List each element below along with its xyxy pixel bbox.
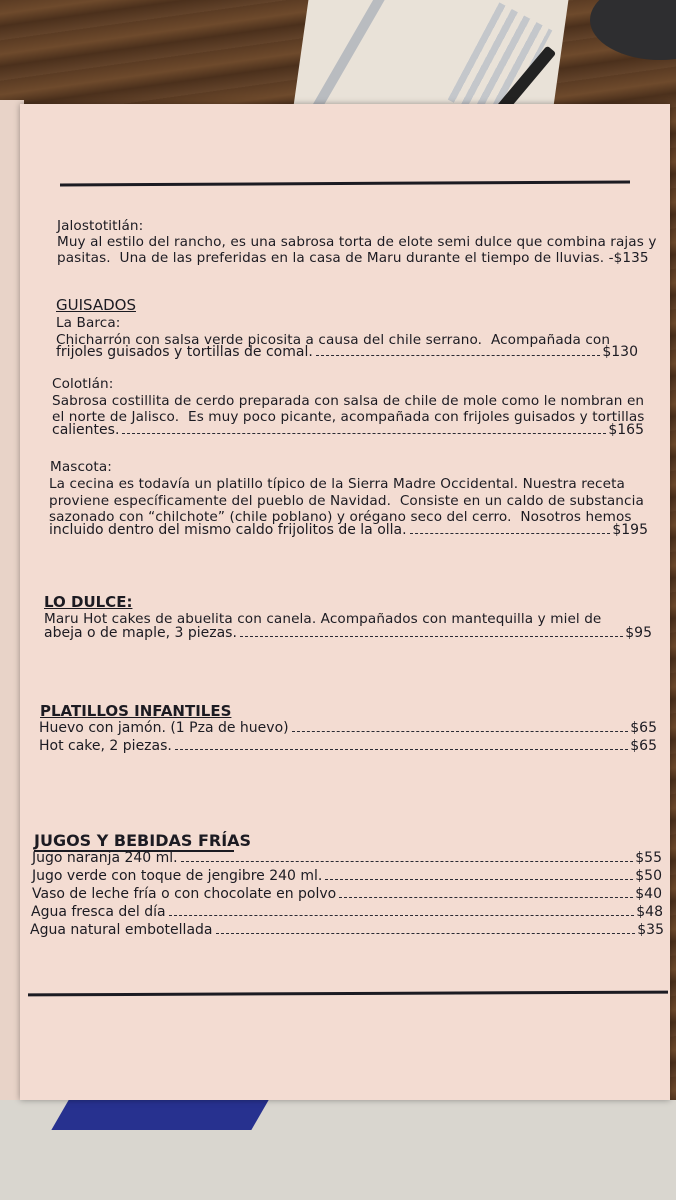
item-price: $50 <box>635 868 662 884</box>
top-divider <box>60 181 630 187</box>
dot-leader <box>181 860 634 862</box>
la-barca-line1: Chicharrón con salsa verde picosita a causa del chile serrano. Acompañada con <box>56 332 611 348</box>
jalostotitlan-line1: Muy al estilo del rancho, es una sabrosa torta de elote semi dulce que combina rajas y <box>57 234 657 250</box>
item-name: Vaso de leche fría o con chocolate en polvo <box>32 886 337 902</box>
mascota-price-line <box>49 522 648 538</box>
dot-leader <box>292 730 629 732</box>
item-price: $65 <box>630 738 657 754</box>
colotlan-price-line <box>52 422 644 438</box>
infantiles-heading: PLATILLOS INFANTILES <box>40 702 232 720</box>
colotlan-price: $165 <box>608 422 644 438</box>
colotlan-name: Colotlán: <box>52 376 114 392</box>
dot-leader <box>175 748 628 750</box>
colotlan-line1: Sabrosa costillita de cerdo preparada con salsa de chile de mole como le nombran en <box>52 393 645 409</box>
item-price: $40 <box>635 886 662 902</box>
menu-page <box>20 104 670 1100</box>
la-barca-line2: frijoles guisados y tortillas de comal. <box>56 344 313 360</box>
lo-dulce-line2: abeja o de maple, 3 piezas. <box>44 625 237 641</box>
la-barca-price: $130 <box>602 344 638 360</box>
item-name: Jugo verde con toque de jengibre 240 ml. <box>32 868 323 884</box>
item-price: $48 <box>636 904 663 920</box>
menu-item-row <box>39 738 657 754</box>
dot-leader <box>316 354 601 356</box>
item-name: Huevo con jamón. (1 Pza de huevo) <box>39 720 289 736</box>
guisados-heading: GUISADOS <box>56 296 136 314</box>
mascota-name: Mascota: <box>50 459 112 475</box>
mascota-line4: incluido dentro del mismo caldo frijolitos de la olla. <box>49 522 407 538</box>
menu-item-row <box>39 720 657 736</box>
item-name: Agua natural embotellada <box>30 922 213 938</box>
menu-item-row <box>32 886 662 902</box>
colotlan-line2: el norte de Jalisco. Es muy poco picante, acompañada con frijoles guisados y tortillas <box>52 409 645 425</box>
menu-item-row <box>31 904 663 920</box>
mascota-line3: sazonado con “chilchote” (chile poblano) y orégano seco del cerro. Nosotros hemos <box>49 509 632 525</box>
bebidas-heading: JUGOS Y BEBIDAS FRÍAS <box>34 831 252 850</box>
jalostotitlan-name: Jalostotitlán: <box>57 218 144 234</box>
dot-leader <box>325 878 633 880</box>
la-barca-name: La Barca: <box>56 315 121 331</box>
jalostotitlan-line2: pasitas. Una de las preferidas en la casa de Maru durante el tiempo de lluvias. -$135 <box>57 250 649 266</box>
item-name: Agua fresca del día <box>31 904 166 920</box>
colotlan-line3: calientes. <box>52 422 120 438</box>
dot-leader <box>339 896 633 898</box>
item-name: Jugo naranja 240 ml. <box>32 850 178 866</box>
item-name: Hot cake, 2 piezas. <box>39 738 172 754</box>
mascota-price: $195 <box>612 522 648 538</box>
la-barca-price-line <box>56 344 638 360</box>
item-price: $35 <box>637 922 664 938</box>
blue-cloth-stripe <box>51 1100 268 1130</box>
menu-item-row <box>32 868 662 884</box>
menu-item-row <box>32 850 662 866</box>
lo-dulce-price-line <box>44 625 652 641</box>
mascota-line1: La cecina es todavía un platillo típico de la Sierra Madre Occidental. Nuestra receta <box>49 476 625 492</box>
menu-item-row <box>30 922 664 938</box>
dot-leader <box>169 914 635 916</box>
mascota-line2: proviene específicamente del pueblo de Navidad. Consiste en un caldo de substancia <box>49 493 644 509</box>
item-price: $65 <box>630 720 657 736</box>
lo-dulce-line1: Maru Hot cakes de abuelita con canela. Acompañados con mantequilla y miel de <box>44 611 602 627</box>
dot-leader <box>216 932 636 934</box>
dot-leader <box>240 635 623 637</box>
item-price: $55 <box>635 850 662 866</box>
dot-leader <box>410 532 611 534</box>
lo-dulce-price: $95 <box>625 625 652 641</box>
lo-dulce-heading: LO DULCE: <box>44 593 133 611</box>
bottom-divider <box>28 991 668 997</box>
dot-leader <box>122 432 606 434</box>
